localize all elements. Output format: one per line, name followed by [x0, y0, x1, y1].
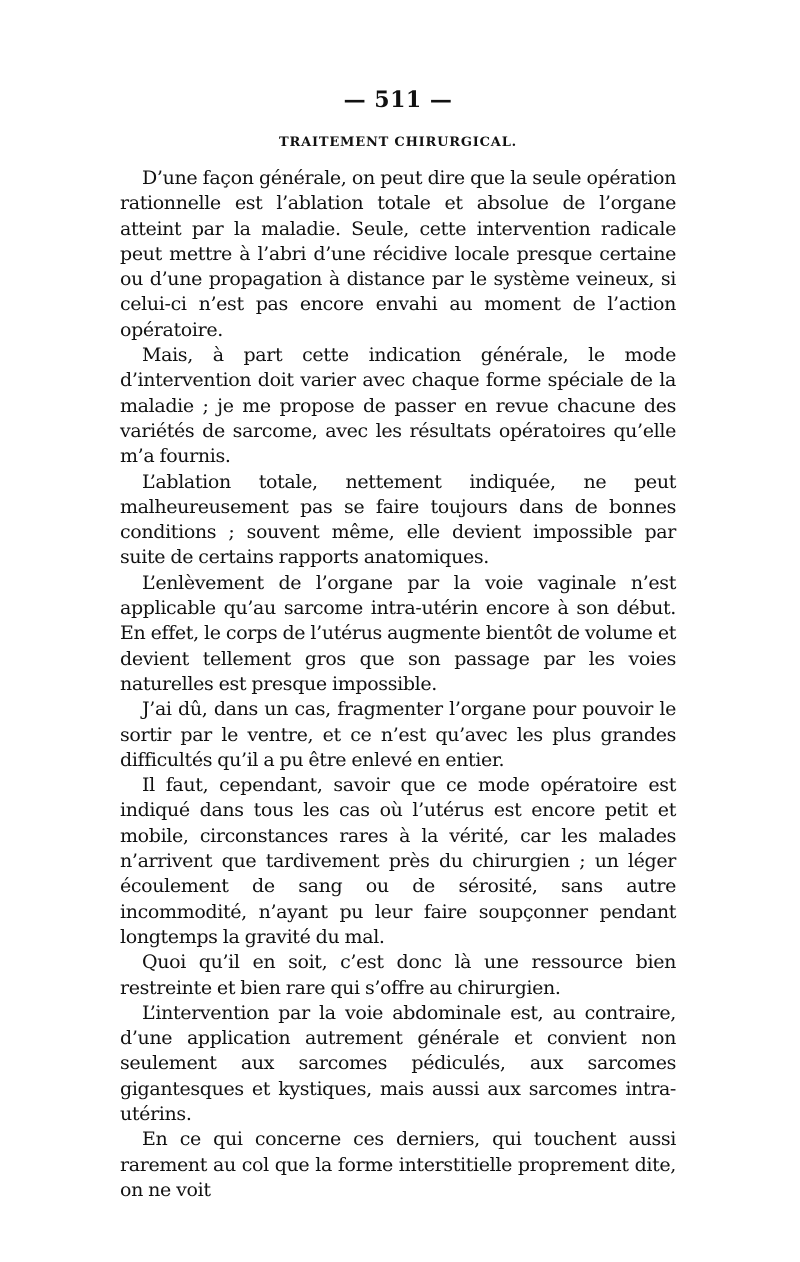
paragraph: L’ablation totale, nettement indiquée, ne peut malheureusement pas se faire toujours dans de bonnes conditions ; souvent même, elle devient impossible par suite de certains rapports anatomiques.: [120, 470, 676, 569]
paragraph: D’une façon générale, on peut dire que la seule opération rationnelle est l’ablation totale et absolue de l’organe atteint par la maladie. Seule, cette intervention radicale peut mettre à l’abri d’une récidive locale presque certaine ou d’une propagation à distance par le système veineux, si celui-ci n’est pas encore envahi au moment de l’action opératoire.: [120, 167, 676, 341]
paragraph: Mais, à part cette indication générale, le mode d’intervention doit varier avec chaque forme spéciale de la maladie ; je me propose de passer en revue chacune des variétés de sarcome, avec les résultats opératoires qu’elle m’a fournis.: [120, 344, 676, 468]
paragraph: Quoi qu’il en soit, c’est donc là une ressource bien restreinte et bien rare qui s’offre au chirurgien.: [120, 951, 676, 999]
paragraph: L’intervention par la voie abdominale est, au contraire, d’une application autrement générale et convient non seulement aux sarcomes pédiculés, aux sarcomes gigantesques et kystiques, mais aussi aux sarcomes intra-utérins.: [120, 1001, 676, 1125]
book-page: [120, 86, 676, 1203]
page-number: — 511 —: [343, 87, 453, 113]
body-text: [120, 166, 676, 1203]
paragraph: J’ai dû, dans un cas, fragmenter l’organe pour pouvoir le sortir par le ventre, et ce n’est qu’avec les plus grandes difficultés qu’il a pu être enlevé en entier.: [120, 698, 676, 771]
paragraph: En ce qui concerne ces derniers, qui touchent aussi rarement au col que la forme interstitielle proprement dite, on ne voit: [120, 1128, 676, 1201]
paragraph: Il faut, cependant, savoir que ce mode opératoire est indiqué dans tous les cas où l’utérus est encore petit et mobile, circonstances rares à la vérité, car les malades n’arrivent que tardivement près du chirurgien ; un léger écoulement de sang ou de sérosité, sans autre incommodité, n’ayant pu leur faire soupçonner pendant longtemps la gravité du mal.: [120, 774, 676, 948]
paragraph: L’enlèvement de l’organe par la voie vaginale n’est applicable qu’au sarcome intra-utérin encore à son début. En effet, le corps de l’utérus augmente bientôt de volume et devient tellement gros que son passage par les voies naturelles est presque impossible.: [120, 571, 676, 695]
running-head: TRAITEMENT CHIRURGICAL.: [279, 135, 517, 150]
